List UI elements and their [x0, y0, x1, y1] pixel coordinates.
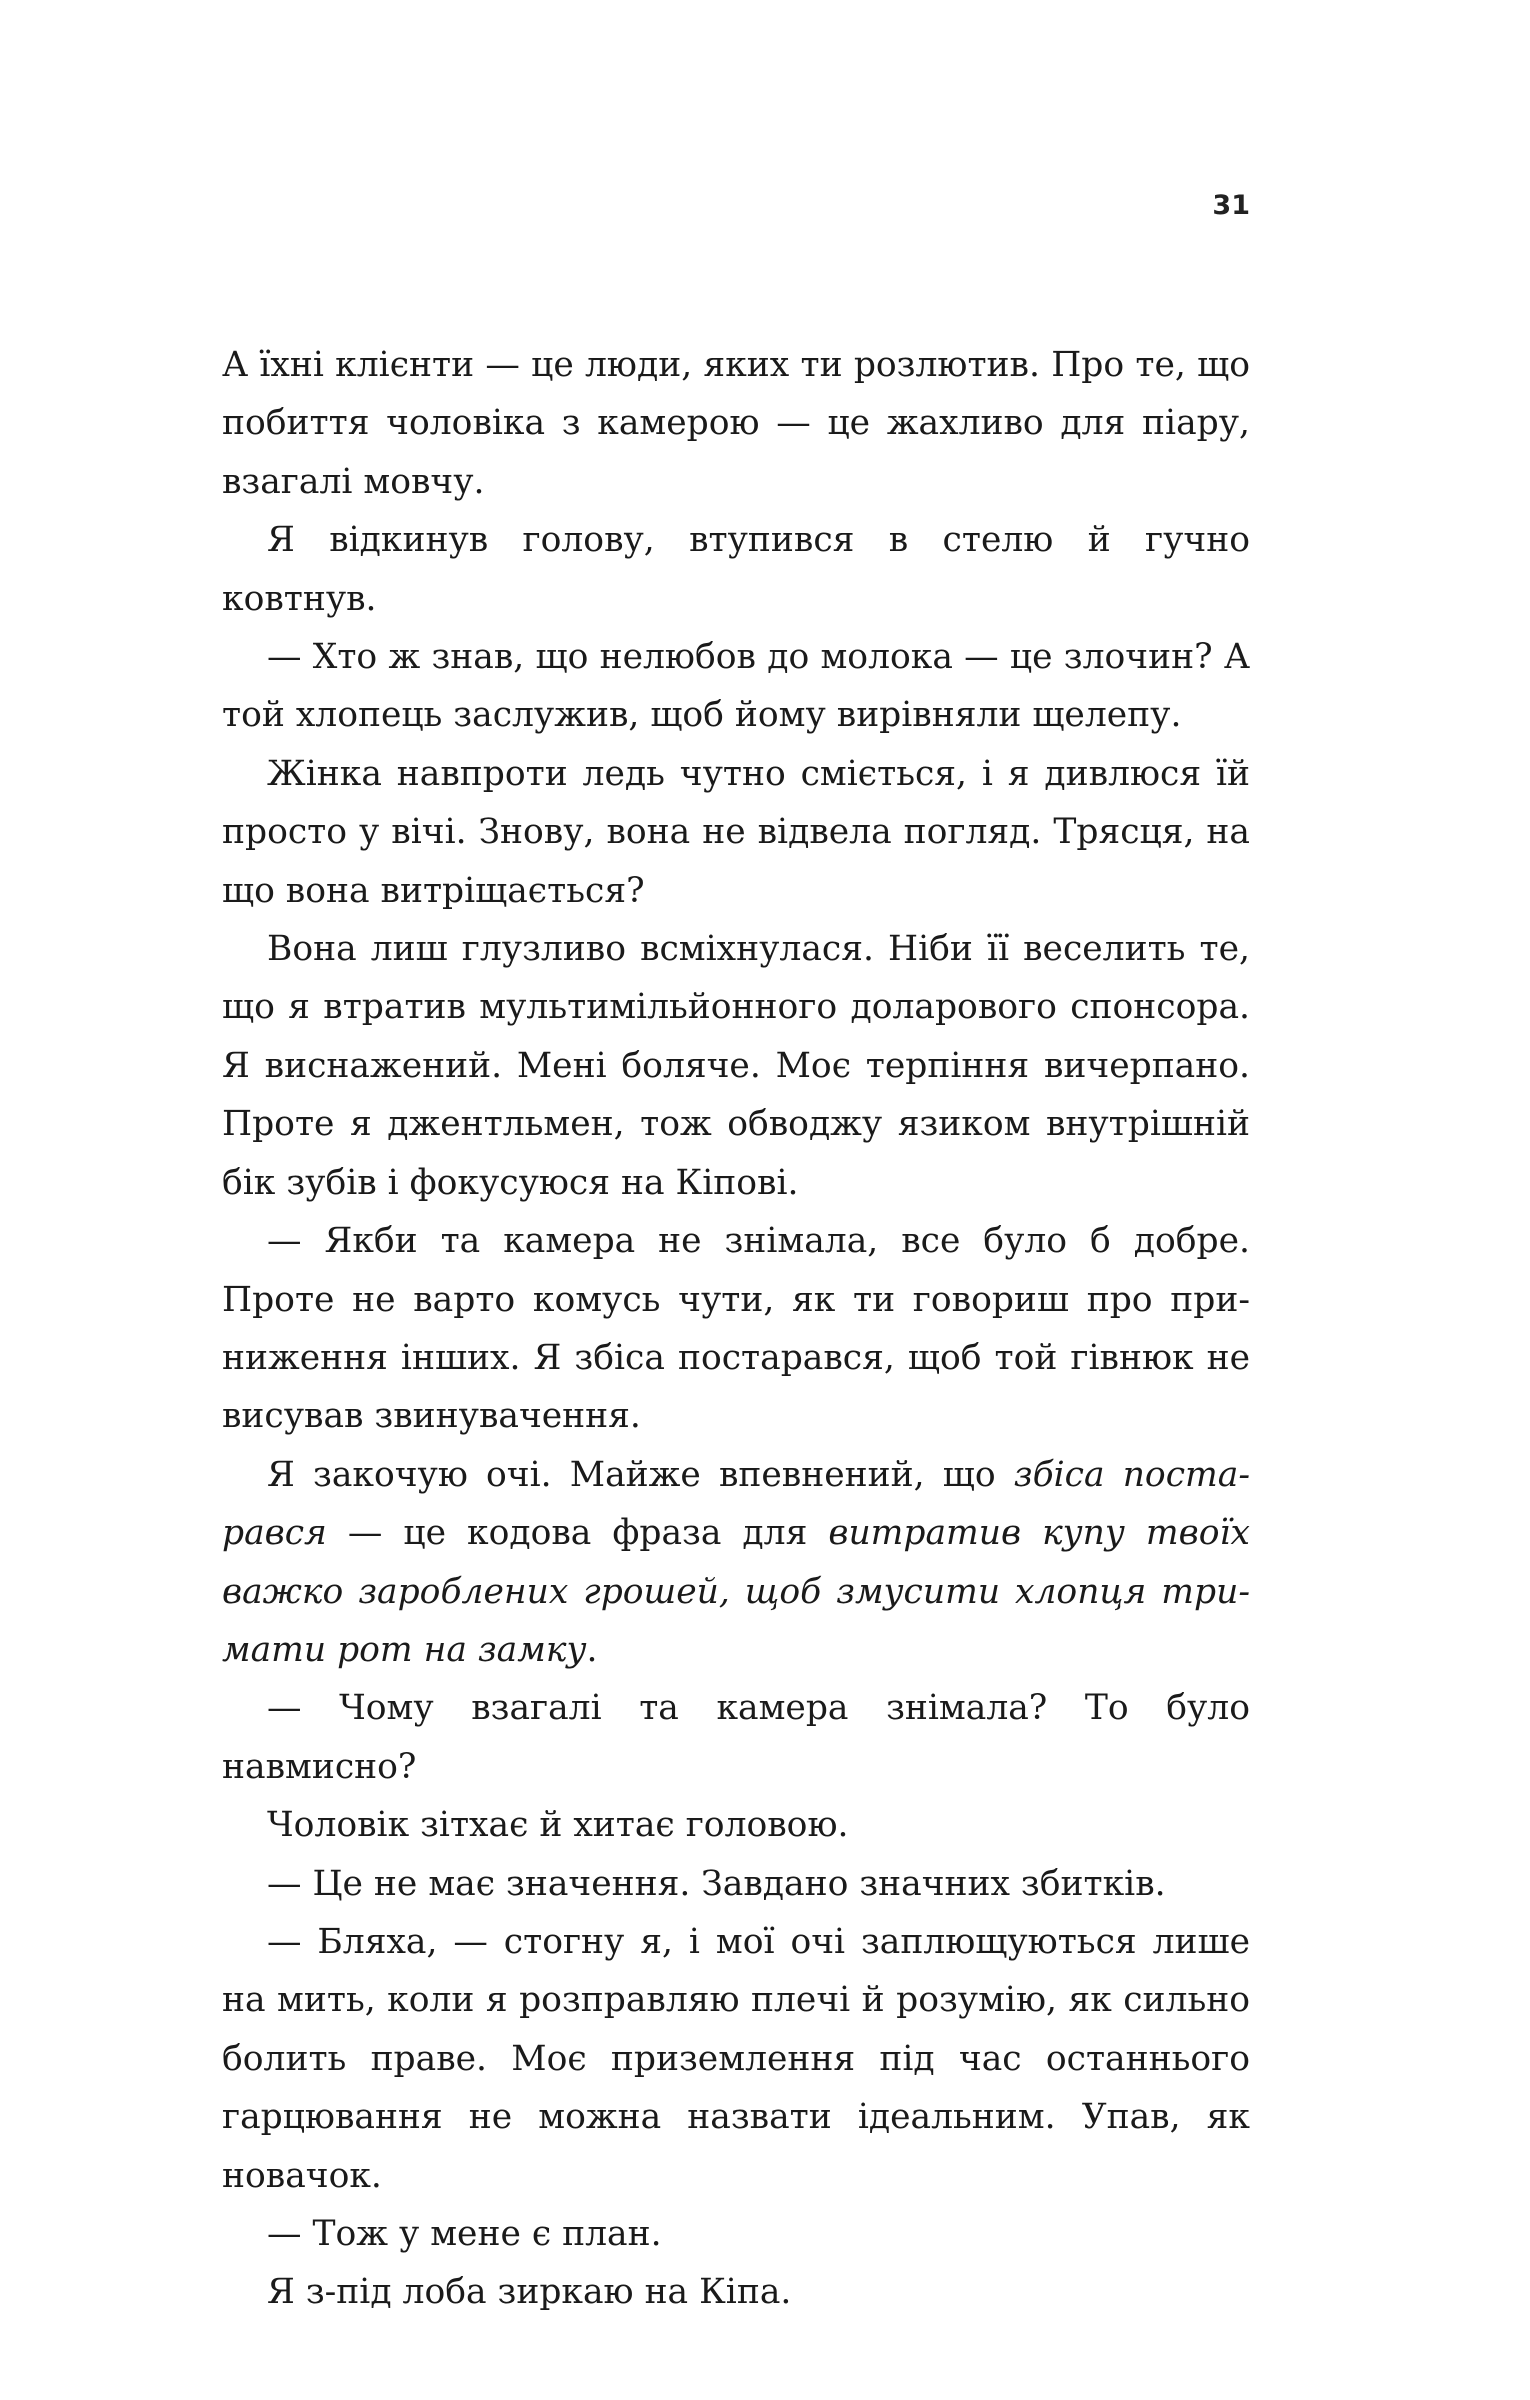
text-run: . [586, 1629, 598, 1670]
paragraph: — Хто ж знав, що нелюбов до молока — це злочин? А той хлопець заслужив, щоб йому вирівняли щелепу. [222, 637, 1250, 736]
paragraph: Чоловік зітхає й хитає головою. [267, 1805, 849, 1846]
body-text [222, 336, 1250, 2322]
paragraph: А їхні клієнти — це люди, яких ти розлютив. Про те, що побиття чоловіка з камерою — це жахливо для піару, взагалі мовчу. [222, 345, 1250, 502]
text-run: — це кодова фраза для [326, 1513, 829, 1554]
paragraph: Вона лиш глузливо всміхнулася. Ніби її веселить те, що я втратив мультимільйонного доларового спонсора. Я виснажений. Мені боляче. Моє терпіння вичерпано. Проте я джентльмен, тож обводжу язиком внутрішній бік зубів і фокусуюся на Кіпові. [222, 929, 1250, 1203]
page-number: 31 [1212, 190, 1250, 221]
paragraph: — Тож у мене є план. [267, 2214, 662, 2254]
italic-text-run: витратив купу твоїх важко зароблених грошей, щоб змусити хлопця тримати рот на замку [222, 1513, 1250, 1670]
paragraph: — Це не має значення. Завдано значних збитків. [267, 1863, 1166, 1904]
italic-text-run: збіса постарався [222, 1454, 1250, 1554]
paragraph: — Якби та камера не знімала, все було б добре. Проте не варто комусь чути, як ти говориш про приниження інших. Я збіса постарався, щоб той гівнюк не висував звинувачення. [222, 1221, 1250, 1437]
paragraph: Жінка навпроти ледь чутно сміється, і я дивлюся їй просто у вічі. Знову, вона не відвела погляд. Трясця, на що вона витріщається? [222, 753, 1250, 911]
paragraph-with-italics [222, 1446, 1250, 1680]
paragraph: Я відкинув голову, втупився в стелю й гучно ковтнув. [222, 520, 1250, 619]
paragraph: Я з-під лоба зиркаю на Кіпа. [267, 2272, 792, 2313]
text-run: Я закочую очі. Майже впевнений, що [267, 1454, 1014, 1495]
paragraph: — Бляха, — стогну я, і мої очі заплющуються лише на мить, коли я розправляю плечі й розумію, як сильно болить праве. Моє приземлення під час останнього гарцювання не можна назвати ідеальним. Упав, як новачок. [222, 1921, 1250, 2196]
paragraph: — Чому взагалі та камера знімала? То було навмисно? [222, 1688, 1250, 1787]
